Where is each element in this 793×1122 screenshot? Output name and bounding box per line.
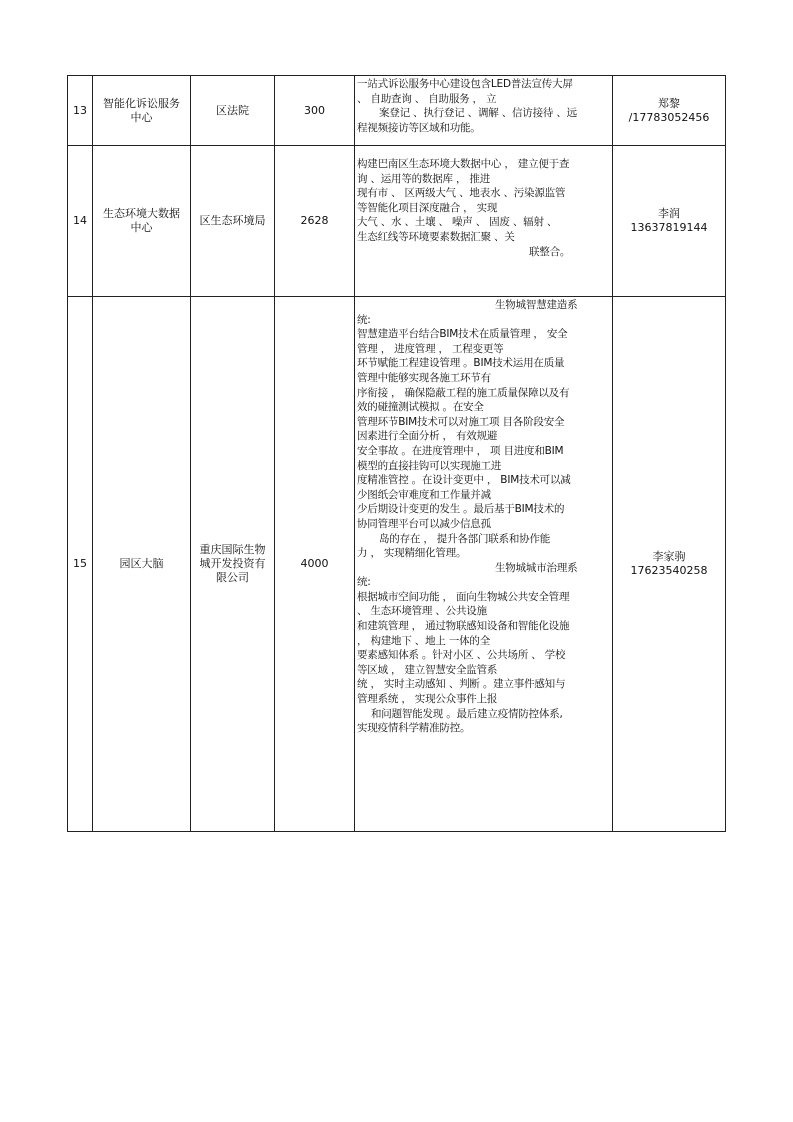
contact-phone: 17623540258 bbox=[630, 564, 708, 577]
contact-name: 李润 bbox=[658, 207, 680, 220]
responsible-unit: 区生态环境局 bbox=[191, 146, 275, 297]
description-line: 案登记 、执行登记 、调解 、信访接待 、远 bbox=[379, 107, 577, 120]
investment-amount: 4000 bbox=[275, 297, 355, 832]
description-line: 管理中能够实现各施工环节有 bbox=[357, 371, 491, 384]
description-line: ， 构建地下 、地上 一体的全 bbox=[357, 634, 491, 647]
description-line: 一站式诉讼服务中心建设包含LED普法宣传大屏 bbox=[357, 78, 573, 90]
description-line: 序衔接 ， 确保隐蔽工程的施工质量保障以及有 bbox=[357, 386, 570, 399]
description-line: 生态红线等环境要素数据汇聚 、关 bbox=[357, 230, 515, 243]
description-line: 少图纸会审难度和工作量并减 bbox=[357, 488, 491, 501]
description-line: 要素感知体系 。针对小区 、公共场所 、 学校 bbox=[357, 649, 566, 662]
table-row bbox=[68, 76, 726, 146]
description-line: 程视频接访等区域和功能。 bbox=[357, 121, 481, 134]
description-line: 协同管理平台可以减少信息孤 bbox=[357, 517, 491, 530]
description-line: 模型的直接挂钩可以实现施工进 bbox=[357, 459, 502, 472]
description-line: 等智能化项目深度融合 ， 实现 bbox=[357, 201, 498, 214]
row-number: 14 bbox=[68, 146, 93, 297]
contact bbox=[613, 76, 726, 146]
description-line: 询 、运用等的数据库 ， 推进 bbox=[357, 172, 491, 185]
description-line: 和问题智能发现 。最后建立疫情防控体系, bbox=[371, 707, 563, 720]
description-line: 大气 、水 、土壤 、 噪声 、 固废 、辐射 、 bbox=[357, 216, 558, 229]
description-line: 实现疫情科学精准防控。 bbox=[357, 722, 471, 735]
description-line: 管理环节BIM技术可以对施工项 目各阶段安全 bbox=[357, 415, 565, 428]
description-line: 联整合。 bbox=[529, 245, 571, 258]
project-description bbox=[355, 297, 613, 832]
description-line: 少后期设计变更的发生 。最后基于BIM技术的 bbox=[357, 503, 565, 516]
row-number: 13 bbox=[68, 76, 93, 146]
description-line: 环节赋能工程建设管理 。BIM技术运用在质量 bbox=[357, 357, 565, 370]
row-number: 15 bbox=[68, 297, 93, 832]
contact-phone: /17783052456 bbox=[628, 110, 710, 124]
description-line: 生物城城市治理系 bbox=[495, 561, 578, 574]
project-name: 生态环境大数据中心 bbox=[93, 146, 191, 297]
description-line: 管理系统 ， 实现公众事件上报 bbox=[357, 693, 498, 706]
description-line: 和建筑管理 ， 通过物联感知设备和智能化设施 bbox=[357, 620, 570, 633]
description-line: 效的碰撞测试模拟 。在安全 bbox=[357, 401, 484, 414]
contact bbox=[613, 297, 726, 832]
description-line: 智慧建造平台结合BIM技术在质量管理 ， 安全 bbox=[357, 328, 568, 341]
contact bbox=[613, 146, 726, 297]
description-line: 、 自助查询 、 自助服务 ， 立 bbox=[357, 92, 497, 105]
description-line: 统: bbox=[357, 576, 371, 589]
table-row bbox=[68, 146, 726, 297]
project-name: 园区大脑 bbox=[93, 297, 191, 832]
table-body bbox=[68, 76, 726, 832]
contact-phone: 13637819144 bbox=[630, 221, 708, 234]
responsible-unit: 区法院 bbox=[191, 76, 275, 146]
contact-name: 郑黎 bbox=[658, 96, 680, 110]
description-line: 统: bbox=[357, 313, 371, 326]
description-line: 、 生态环境管理 、公共设施 bbox=[357, 605, 487, 618]
description-line: 统 ， 实时主动感知 、判断 。建立事件感知与 bbox=[357, 678, 566, 691]
description-line: 因素进行全面分析 ， 有效规避 bbox=[357, 430, 498, 443]
project-name: 智能化诉讼服务中心 bbox=[93, 76, 191, 146]
table-row bbox=[68, 297, 726, 832]
project-table bbox=[67, 75, 726, 832]
description-line: 安全事故 。在进度管理中 ， 项 目进度和BIM bbox=[357, 444, 564, 457]
responsible-unit: 重庆国际生物城开发投资有限公司 bbox=[191, 297, 275, 832]
description-line: 度精准管控 。在设计变更中 ， BIM技术可以减 bbox=[357, 474, 571, 487]
description-line: 等区域 ， 建立智慧安全监管系 bbox=[357, 663, 498, 676]
description-line: 现有市 、 区两级大气 、地表水 、污染源监管 bbox=[357, 187, 566, 200]
investment-amount: 2628 bbox=[275, 146, 355, 297]
description-line: 岛的存在 ， 提升各部门联系和协作能 bbox=[379, 532, 551, 545]
project-description bbox=[355, 146, 613, 297]
description-line: 构建巴南区生态环境大数据中心 ， 建立便于查 bbox=[357, 158, 570, 170]
description-line: 根据城市空间功能 ， 面向生物城公共安全管理 bbox=[357, 590, 570, 603]
description-line: 管理 ， 进度管理 ， 工程变更等 bbox=[357, 342, 504, 355]
contact-name: 李家驹 bbox=[652, 550, 686, 563]
description-line: 力 ， 实现精细化管理。 bbox=[357, 547, 467, 560]
project-description bbox=[355, 76, 613, 146]
description-line: 生物城智慧建造系 bbox=[495, 299, 578, 311]
investment-amount: 300 bbox=[275, 76, 355, 146]
